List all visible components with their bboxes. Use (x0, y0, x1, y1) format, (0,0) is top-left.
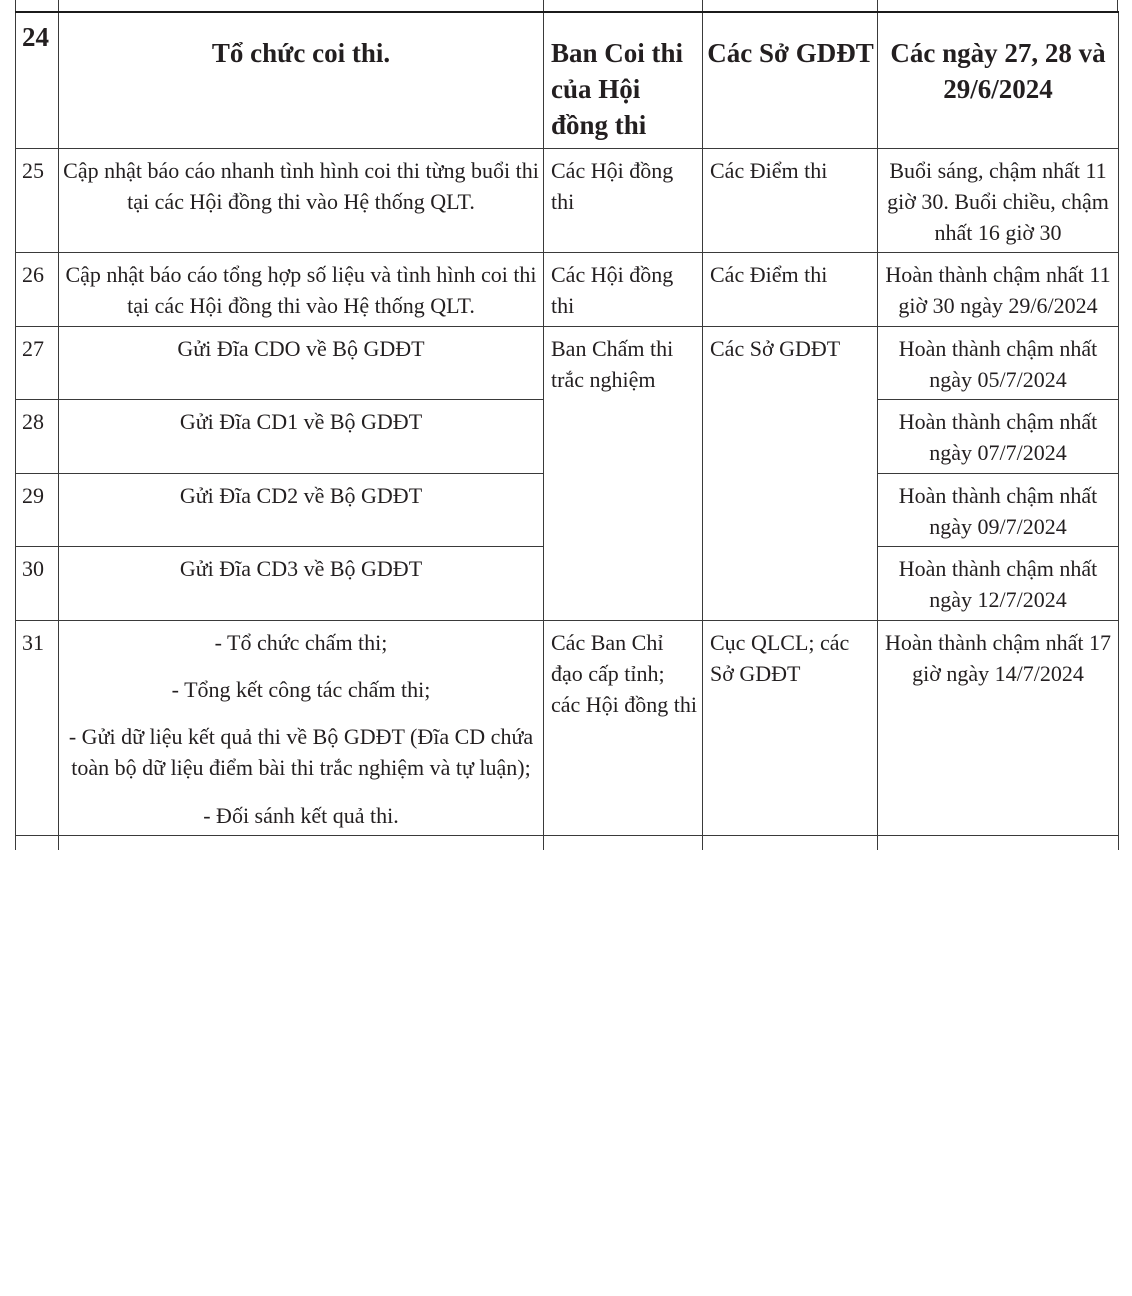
previous-row-sliver (15, 0, 1118, 11)
task-cell: Gửi Đĩa CD2 về Bộ GDĐT (59, 473, 544, 546)
row-number: 30 (16, 547, 59, 620)
task-paragraph: - Tổ chức chấm thi; (214, 629, 388, 655)
row-number: 26 (16, 253, 59, 326)
deadline-cell: Các ngày 27, 28 và 29/6/2024 (878, 12, 1119, 148)
organizer-cell (544, 835, 703, 850)
table-row (16, 326, 1119, 399)
row-number: 31 (16, 620, 59, 835)
deadline-cell (878, 835, 1119, 850)
coordinator-cell: Các Sở GDĐT (703, 12, 878, 148)
task-cell (59, 620, 544, 835)
deadline-cell: Hoàn thành chậm nhất ngày 12/7/2024 (878, 547, 1119, 620)
task-cell: Gửi Đĩa CD1 về Bộ GDĐT (59, 400, 544, 473)
deadline-cell: Hoàn thành chậm nhất ngày 07/7/2024 (878, 400, 1119, 473)
column-rule-4 (877, 0, 878, 11)
row-number: 28 (16, 400, 59, 473)
table-row (16, 148, 1119, 253)
deadline-cell: Hoàn thành chậm nhất ngày 05/7/2024 (878, 326, 1119, 399)
task-paragraph: - Đối sánh kết quả thi. (203, 802, 399, 828)
deadline-cell: Buổi sáng, chậm nhất 11 giờ 30. Buổi chiều, chậm nhất 16 giờ 30 (878, 148, 1119, 253)
organizer-cell: Ban Chấm thi trắc nghiệm (544, 326, 703, 620)
row-number: 24 (16, 12, 59, 148)
column-rule-2 (543, 0, 544, 11)
coordinator-cell: Các Điểm thi (703, 148, 878, 253)
deadline-cell: Hoàn thành chậm nhất 11 giờ 30 ngày 29/6/2024 (878, 253, 1119, 326)
deadline-cell: Hoàn thành chậm nhất 17 giờ ngày 14/7/2024 (878, 620, 1119, 835)
coordinator-cell: Các Điểm thi (703, 253, 878, 326)
organizer-cell: Ban Coi thi của Hội đồng thi (544, 12, 703, 148)
task-paragraph: - Tổng kết công tác chấm thi; (171, 676, 431, 702)
column-rule-3 (702, 0, 703, 11)
column-rule-1 (58, 0, 59, 11)
coordinator-cell: Các Sở GDĐT (703, 326, 878, 620)
coordinator-cell: Cục QLCL; các Sở GDĐT (703, 620, 878, 835)
deadline-cell: Hoàn thành chậm nhất ngày 09/7/2024 (878, 473, 1119, 546)
task-cell (59, 835, 544, 850)
task-cell: Gửi Đĩa CD3 về Bộ GDĐT (59, 547, 544, 620)
row-number: 25 (16, 148, 59, 253)
task-cell: Gửi Đĩa CDO về Bộ GDĐT (59, 326, 544, 399)
table-row (16, 12, 1119, 148)
organizer-cell: Các Hội đồng thi (544, 253, 703, 326)
table-row (16, 253, 1119, 326)
organizer-cell: Các Hội đồng thi (544, 148, 703, 253)
coordinator-cell (703, 835, 878, 850)
task-cell: Cập nhật báo cáo tổng hợp số liệu và tình hình coi thi tại các Hội đồng thi vào Hệ thống QLT. (59, 253, 544, 326)
row-number: 27 (16, 326, 59, 399)
table-row (16, 620, 1119, 835)
task-cell: Tổ chức coi thi. (59, 12, 544, 148)
schedule-table (15, 11, 1119, 850)
row-number: 29 (16, 473, 59, 546)
task-paragraph: - Gửi dữ liệu kết quả thi về Bộ GDĐT (Đĩa CD chứa toàn bộ dữ liệu điểm bài thi trắc nghiệm và tự luận); (68, 724, 534, 781)
task-cell: Cập nhật báo cáo nhanh tình hình coi thi từng buổi thi tại các Hội đồng thi vào Hệ thống QLT. (59, 148, 544, 253)
row-number (16, 835, 59, 850)
organizer-cell: Các Ban Chỉ đạo cấp tỉnh; các Hội đồng thi (544, 620, 703, 835)
next-row-sliver (16, 835, 1119, 850)
